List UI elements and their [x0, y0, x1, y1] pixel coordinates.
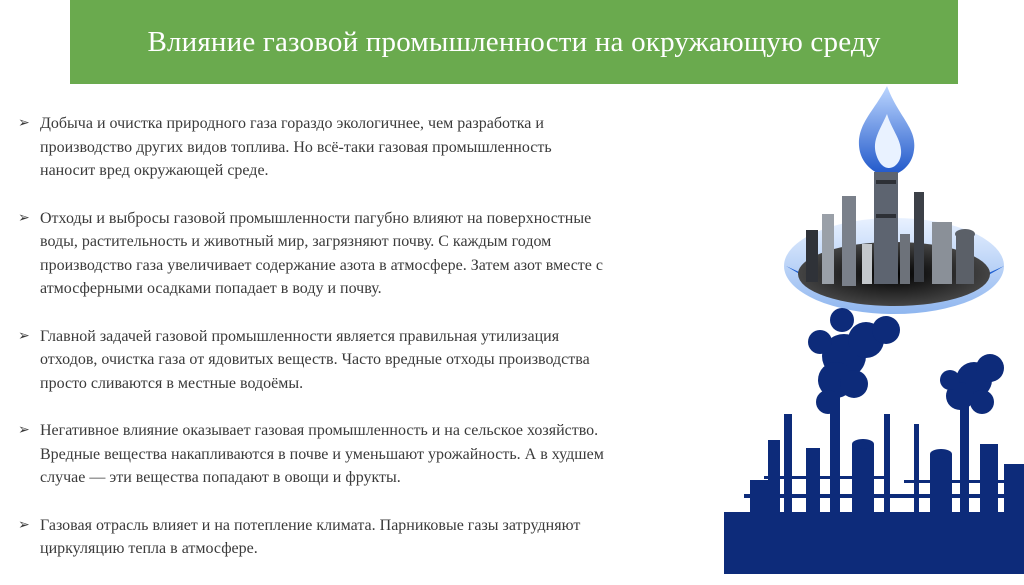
bullet-item [18, 207, 738, 301]
bullet-item [18, 112, 738, 183]
bullet-arrow-icon: ➢ [18, 422, 30, 438]
bullet-line: Главной задачей газовой промышленности является правильная утилизация [40, 327, 560, 345]
bullet-list [18, 112, 738, 585]
bullet-arrow-icon: ➢ [18, 209, 30, 226]
bullet-line: отходов, очистка газа от ядовитых веществ. Часто вредные отходы производства [40, 351, 590, 368]
bullet-line: циркуляцию тепла в атмосфере. [40, 540, 258, 557]
bullet-line: Добыча и очистка природного газа гораздо экологичнее, чем разработка и [40, 115, 544, 132]
industry-illustration [724, 84, 1024, 574]
bullet-item [18, 514, 738, 561]
gas-flame-icon [859, 86, 914, 176]
bullet-item [18, 419, 738, 490]
factory-silhouette [724, 308, 1024, 574]
bullet-arrow-icon: ➢ [18, 516, 30, 533]
bullet-arrow-icon: ➢ [18, 327, 30, 344]
bullet-arrow-icon: ➢ [18, 115, 30, 131]
bullet-line: Вредные вещества накапливаются в почве и уменьшают урожайность. А в худшем [40, 445, 604, 463]
bullet-line: производство газа увеличивает содержание азота в атмосфере. Затем азот вместе с [40, 256, 603, 274]
slide-title: Влияние газовой промышленности на окружающую среду [147, 25, 881, 58]
title-bar [70, 0, 958, 84]
refinery-illustration [784, 172, 1004, 314]
bullet-line: Негативное влияние оказывает газовая промышленность и на сельское хозяйство. [40, 422, 599, 439]
bullet-item [18, 325, 738, 396]
bullet-line: просто сливаются в местные водоёмы. [40, 374, 304, 392]
bullet-line: наносит вред окружающей среде. [40, 162, 269, 179]
bullet-line: воды, растительность и животный мир, загрязняют почву. С каждым годом [40, 233, 552, 250]
bullet-line: Газовая отрасль влияет и на потепление климата. Парниковые газы затрудняют [40, 516, 581, 534]
bullet-line: производство других видов топлива. Но всё-таки газовая промышленность [40, 138, 552, 156]
bullet-line: случае — эти вещества попадают в овощи и фрукты. [40, 469, 401, 486]
bullet-line: Отходы и выбросы газовой промышленности пагубно влияют на поверхностные [40, 209, 592, 227]
bullet-line: атмосферными осадками попадает в воду и почву. [40, 280, 382, 297]
